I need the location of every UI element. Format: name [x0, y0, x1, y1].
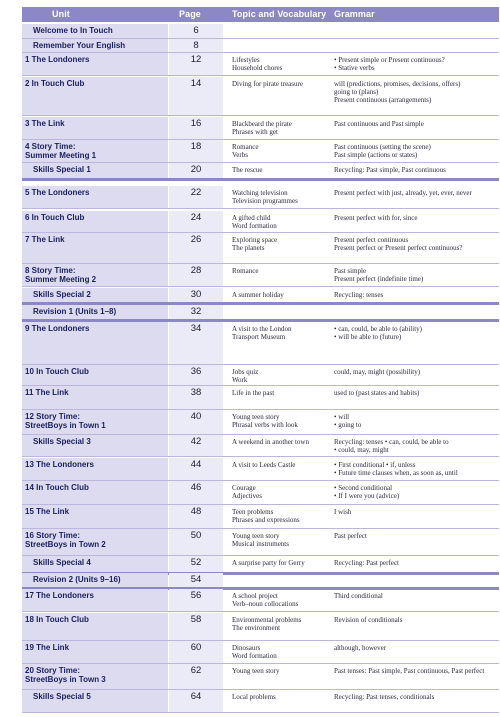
topic-text: A surprise party for Gerry — [232, 559, 305, 567]
unit-title: Revision 1 (Units 1–8) — [33, 307, 117, 316]
toc-row — [22, 556, 499, 572]
grammar-text: Recycling: Past simple, Past continuous — [334, 166, 446, 174]
grammar-text: Past perfect — [334, 532, 367, 540]
header-grammar: Grammar — [334, 9, 375, 19]
toc-row — [22, 163, 499, 178]
page-number: 48 — [190, 506, 202, 517]
topic-text: A summer holiday — [232, 291, 284, 299]
grammar-text: • Present simple or Present continuous? • Stative verbs — [334, 56, 445, 72]
page-number: 16 — [190, 118, 202, 129]
topic-text: Romance — [232, 267, 259, 275]
page-number: 58 — [190, 614, 202, 625]
toc-row — [22, 435, 499, 456]
topic-text: Young teen story Phrasal verbs with look — [232, 413, 298, 429]
toc-row — [22, 117, 499, 139]
toc-row — [22, 365, 499, 385]
grammar-text: although, however — [334, 644, 387, 652]
toc-row — [22, 264, 499, 286]
topic-text: Watching television Television programmes — [232, 189, 298, 205]
table-of-contents — [22, 7, 499, 712]
page-number: 12 — [190, 54, 202, 65]
unit-title: 7 The Link — [25, 235, 65, 244]
unit-title: 14 In Touch Club — [25, 483, 89, 492]
page-number: 36 — [190, 366, 202, 377]
unit-title: 4 Story Time: Summer Meeting 1 — [25, 142, 97, 160]
topic-text: A visit to Leeds Castle — [232, 461, 296, 469]
page-number: 54 — [190, 574, 202, 585]
unit-title: 6 In Touch Club — [25, 213, 85, 222]
unit-title: 9 The Londoners — [25, 324, 90, 333]
toc-row — [22, 573, 499, 587]
unit-title: 3 The Link — [25, 119, 65, 128]
unit-title: 15 The Link — [25, 507, 70, 516]
page-number: 26 — [190, 234, 202, 245]
toc-row — [22, 322, 499, 364]
unit-title: 16 Story Time: StreetBoys in Town 2 — [25, 531, 106, 549]
unit-title: 11 The Link — [25, 388, 69, 397]
toc-row — [22, 505, 499, 528]
unit-title: Remember Your English — [33, 41, 126, 50]
grammar-text: Revision of conditionals — [334, 616, 403, 624]
grammar-text: Recycling: tenses • can, could, be able to • could, may, might — [334, 438, 449, 454]
row-divider — [22, 286, 499, 287]
page-number: 6 — [193, 25, 199, 36]
topic-text: Life in the past — [232, 389, 275, 397]
toc-row — [22, 24, 499, 38]
unit-title: Revision 2 (Units 9–16) — [33, 575, 121, 584]
unit-title: 2 In Touch Club — [25, 79, 85, 88]
toc-row — [22, 186, 499, 208]
topic-text: A weekend in another town — [232, 438, 309, 446]
toc-row — [22, 386, 499, 409]
row-divider — [22, 611, 499, 612]
page-number: 44 — [190, 459, 202, 470]
page-number: 34 — [190, 323, 202, 334]
page-number: 62 — [190, 665, 202, 676]
row-divider — [22, 178, 499, 181]
grammar-text: Past simple Present perfect (indefinite time) — [334, 267, 424, 283]
grammar-text: Recycling: tenses — [334, 291, 384, 299]
toc-row — [22, 690, 499, 712]
toc-row — [22, 458, 499, 480]
page-number: 24 — [190, 212, 202, 223]
toc-row — [22, 233, 499, 263]
header-unit: Unit — [52, 9, 70, 19]
table-header — [22, 7, 499, 22]
grammar-text: Present perfect with for, since — [334, 214, 418, 222]
page-number: 46 — [190, 482, 202, 493]
topic-text: Environmental problems The environment — [232, 616, 302, 632]
row-divider — [22, 208, 499, 209]
toc-row — [22, 664, 499, 689]
topic-text: Teen problems Phrases and expressions — [232, 508, 300, 524]
row-divider — [22, 712, 499, 713]
toc-row — [22, 529, 499, 555]
grammar-text: • can, could, be able to (ability) • will be able to (future) — [334, 325, 422, 341]
unit-title: 20 Story Time: StreetBoys in Town 3 — [25, 666, 106, 684]
toc-row — [22, 410, 499, 434]
page-number: 52 — [190, 557, 202, 568]
grammar-text: I wish — [334, 508, 352, 516]
topic-text: Lifestyles Household chores — [232, 56, 283, 72]
unit-title: Skills Special 4 — [33, 558, 91, 567]
topic-text: Local problems — [232, 693, 276, 701]
row-divider — [22, 115, 499, 116]
header-page: Page — [179, 9, 201, 19]
toc-row — [22, 305, 499, 319]
topic-text: Young teen story Musical instruments — [232, 532, 289, 548]
page-number: 8 — [193, 40, 199, 51]
topic-text: A school project Verb–noun collocations — [232, 592, 299, 608]
page-number: 50 — [190, 530, 202, 541]
grammar-text: Present perfect continuous Present perfect or Present perfect continuous? — [334, 236, 463, 252]
grammar-text: Recycling: Past tenses, conditionals — [334, 693, 435, 701]
topic-text: Young teen story — [232, 667, 280, 675]
toc-row — [22, 589, 499, 611]
unit-title: 19 The Link — [25, 643, 70, 652]
page-number: 60 — [190, 642, 202, 653]
grammar-text: • Second conditional • If I were you (advice) — [334, 484, 400, 500]
page-number: 32 — [190, 306, 202, 317]
unit-title: 10 In Touch Club — [25, 367, 89, 376]
page-number: 28 — [190, 265, 202, 276]
unit-title: 12 Story Time: StreetBoys in Town 1 — [25, 412, 106, 430]
toc-row — [22, 211, 499, 232]
unit-title: Welcome to In Touch — [33, 26, 113, 35]
toc-row — [22, 53, 499, 75]
header-topic: Topic and Vocabulary — [232, 9, 327, 19]
grammar-text: could, may, might (possibility) — [334, 368, 421, 376]
grammar-text: • will • going to — [334, 413, 362, 429]
topic-text: Blackbeard the pirate Phrases with get — [232, 120, 292, 136]
unit-title: 5 The Londoners — [25, 188, 90, 197]
grammar-text: will (predictions, promises, decisions, offers) going to (plans) Present continuous (arrangements) — [334, 80, 461, 104]
page-number: 40 — [190, 411, 202, 422]
toc-row — [22, 481, 499, 504]
toc-row — [22, 140, 499, 162]
page-number: 14 — [190, 78, 202, 89]
unit-title: Skills Special 3 — [33, 437, 91, 446]
grammar-text: Present perfect with just, already, yet, ever, never — [334, 189, 472, 197]
unit-title: 17 The Londoners — [25, 591, 94, 600]
grammar-text: used to (past states and habits) — [334, 389, 420, 397]
page-number: 56 — [190, 590, 202, 601]
page-number: 64 — [190, 691, 202, 702]
topic-text: Diving for pirate treasure — [232, 80, 303, 88]
grammar-text: Past continuous and Past simple — [334, 120, 424, 128]
page-number: 38 — [190, 387, 202, 398]
unit-title: Skills Special 2 — [33, 290, 91, 299]
unit-title: 8 Story Time: Summer Meeting 2 — [25, 266, 97, 284]
grammar-text: Past tenses: Past simple, Past continuous, Past perfect — [334, 667, 485, 675]
page-number: 20 — [190, 164, 202, 175]
unit-title: Skills Special 5 — [33, 692, 91, 701]
toc-row — [22, 613, 499, 640]
topic-text: Dinosaurs Word formation — [232, 644, 277, 660]
page-number: 42 — [190, 436, 202, 447]
topic-text: Romance Verbs — [232, 143, 259, 159]
grammar-text: • First conditional • if, unless • Future time clauses when, as soon as, until — [334, 461, 458, 477]
row-divider — [22, 75, 499, 76]
grammar-text: Recycling: Past perfect — [334, 559, 399, 567]
grammar-text: Past continuous (setting the scene) Past simple (actions or states) — [334, 143, 431, 159]
topic-text: Courage Adjectives — [232, 484, 262, 500]
topic-text: Jobs quiz Work — [232, 368, 259, 384]
page-number: 30 — [190, 289, 202, 300]
topic-text: Exploring space The planets — [232, 236, 278, 252]
toc-row — [22, 641, 499, 663]
topic-text: The rescue — [232, 166, 263, 174]
row-divider — [22, 456, 499, 457]
unit-title: 13 The Londoners — [25, 460, 94, 469]
grammar-text: Third conditional — [334, 592, 383, 600]
toc-row — [22, 288, 499, 302]
unit-title: 1 The Londoners — [25, 55, 90, 64]
unit-title: 18 In Touch Club — [25, 615, 89, 624]
toc-row — [22, 39, 499, 52]
topic-text: A gifted child Word formation — [232, 214, 277, 230]
page-number: 22 — [190, 187, 202, 198]
page-number: 18 — [190, 141, 202, 152]
toc-row — [22, 77, 499, 115]
topic-text: A visit to the London Transport Museum — [232, 325, 292, 341]
unit-title: Skills Special 1 — [33, 165, 91, 174]
